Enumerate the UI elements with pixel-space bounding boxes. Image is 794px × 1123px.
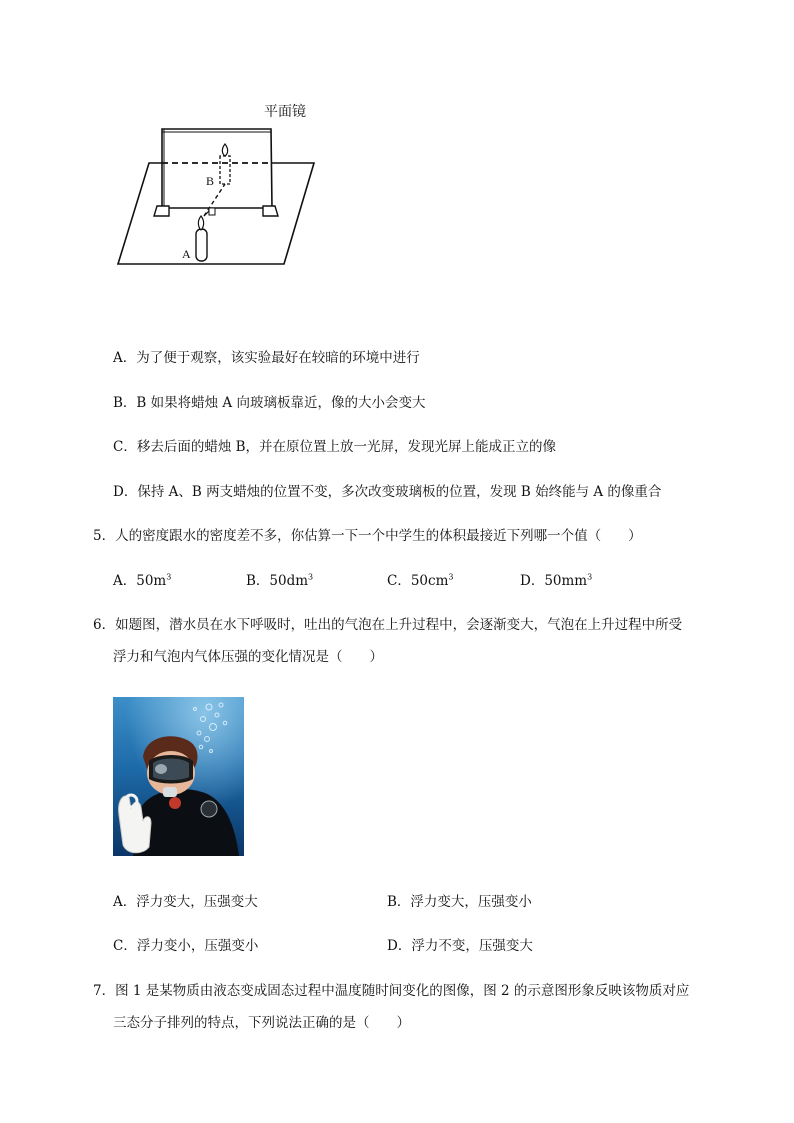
q6-option-c: C．浮力变小，压强变小 [113,938,259,954]
stand-left [154,206,169,216]
q7-stem-line1: 7．图 1 是某物质由液态变成固态过程中温度随时间变化的图像，图 2 的示意图形象反映该物质对应 [93,983,690,999]
q6-stem-line1: 6．如题图，潜水员在水下呼吸时，吐出的气泡在上升过程中，会逐渐变大，气泡在上升过程中所受 [93,617,683,633]
mirror-label: 平面镜 [264,103,306,119]
q6-option-b: B．浮力变大，压强变小 [387,894,532,910]
q5-stem: 5．人的密度跟水的密度差不多，你估算一下一个中学生的体积最接近下列哪一个值（ ） [93,528,642,544]
candle-a [196,229,207,261]
q4-option-c: C．移去后面的蜡烛 B，并在原位置上放一光屏，发现光屏上能成正立的像 [113,439,557,455]
q6-stem-line2: 浮力和气泡内气体压强的变化情况是（ ） [113,649,383,665]
q4-option-d: D．保持 A、B 两支蜡烛的位置不变，多次改变玻璃板的位置，发现 B 始终能与 A 的像重合 [113,484,662,500]
label-a: A [182,247,191,261]
label-b: B [206,174,215,188]
q6-option-a: A．浮力变大，压强变大 [113,894,258,910]
q5-option-d: D．$50mm^3$ [520,572,593,589]
q4-option-b: B．B 如果将蜡烛 A 向玻璃板靠近，像的大小会变大 [113,395,426,411]
candle-a-flame [198,216,203,230]
stand-right [263,206,278,216]
q5-option-c: C．$50cm^3$ [387,572,454,589]
mirror-experiment-figure [112,96,332,276]
q5-option-a: A．$50m^3$ [113,572,172,589]
q4-option-a: A．为了便于观察，该实验最好在较暗的环境中进行 [113,350,420,366]
q5-option-b: B．$50dm^3$ [246,572,314,589]
diver-photo [113,697,244,856]
q6-option-d: D．浮力不变，压强变大 [387,938,533,954]
q7-stem-line2: 三态分子排列的特点，下列说法正确的是（ ） [113,1015,410,1031]
